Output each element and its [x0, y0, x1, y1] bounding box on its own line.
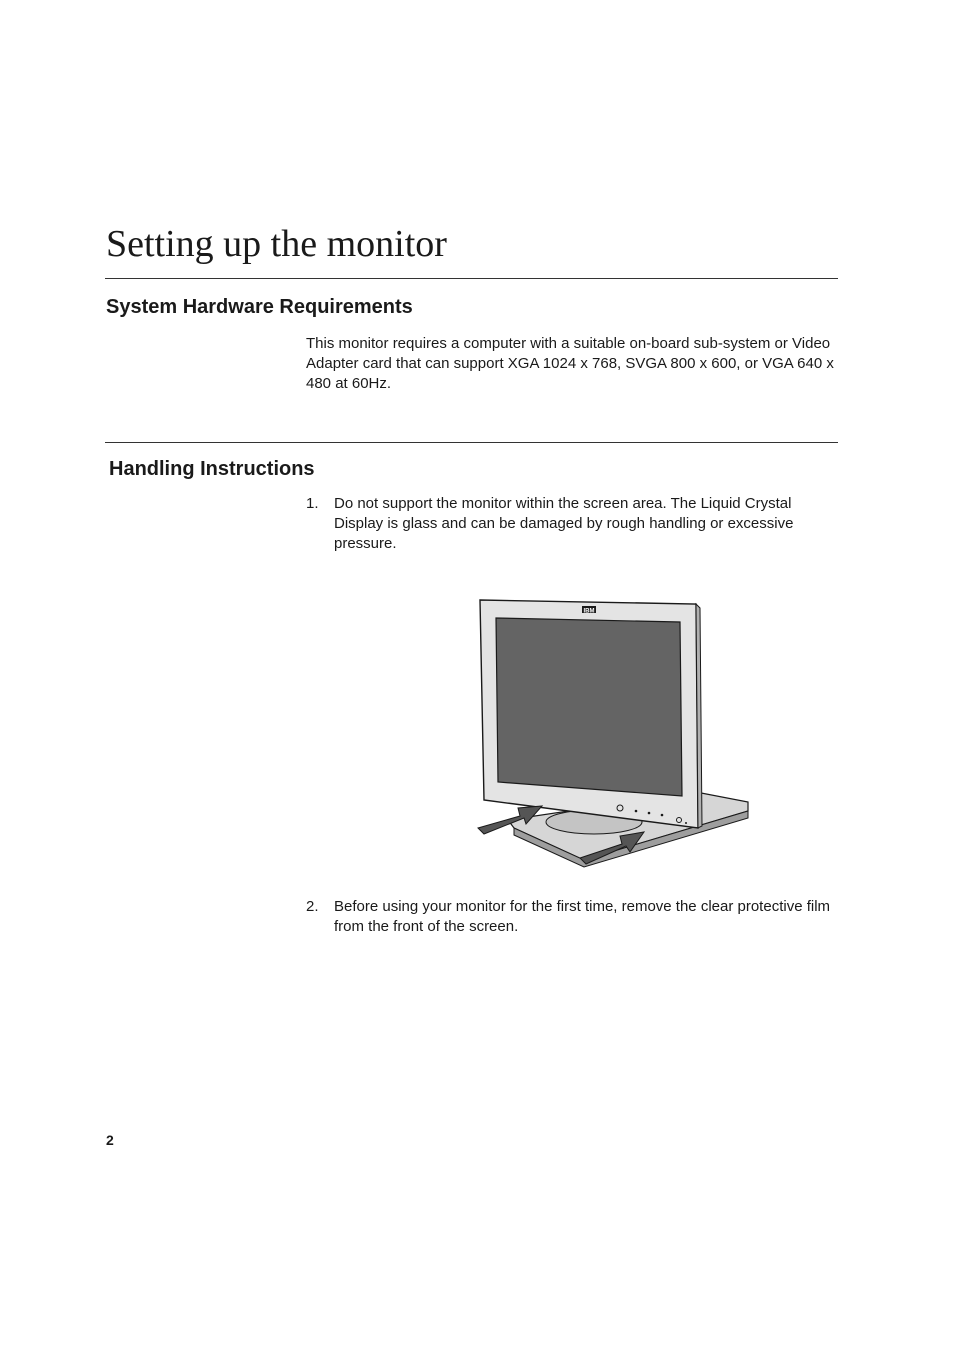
system-hardware-paragraph: This monitor requires a computer with a suitable on-board sub-system or Video Adapter card that can support XGA 1024 x 768, SVGA 800 x 600, or VGA 640 x 480 at 60Hz. [306, 335, 834, 392]
ibm-logo-text: IBM [583, 608, 595, 615]
monitor-screen [496, 618, 682, 796]
control-button-icon [635, 810, 638, 813]
list-item-number: 1. [306, 495, 319, 512]
list-item-number: 2. [306, 898, 319, 915]
list-item [306, 897, 841, 937]
page-title: Setting up the monitor [106, 223, 447, 265]
monitor-handling-illustration [474, 596, 754, 868]
list-item-text: Before using your monitor for the first time, remove the clear protective film from the front of the screen. [334, 898, 831, 935]
system-hardware-heading: System Hardware Requirements [106, 296, 413, 318]
control-button-icon [648, 812, 651, 815]
list-item [306, 494, 841, 554]
section-divider [105, 442, 838, 443]
list-item-text: Do not support the monitor within the screen area. The Liquid Crystal Display is glass and can be damaged by rough handling or excessive pressure. [334, 495, 794, 552]
handling-instructions-heading: Handling Instructions [109, 458, 315, 480]
page-number: 2 [106, 1132, 114, 1148]
control-button-icon [661, 814, 664, 817]
title-divider [105, 278, 838, 279]
control-button-icon [685, 822, 687, 824]
